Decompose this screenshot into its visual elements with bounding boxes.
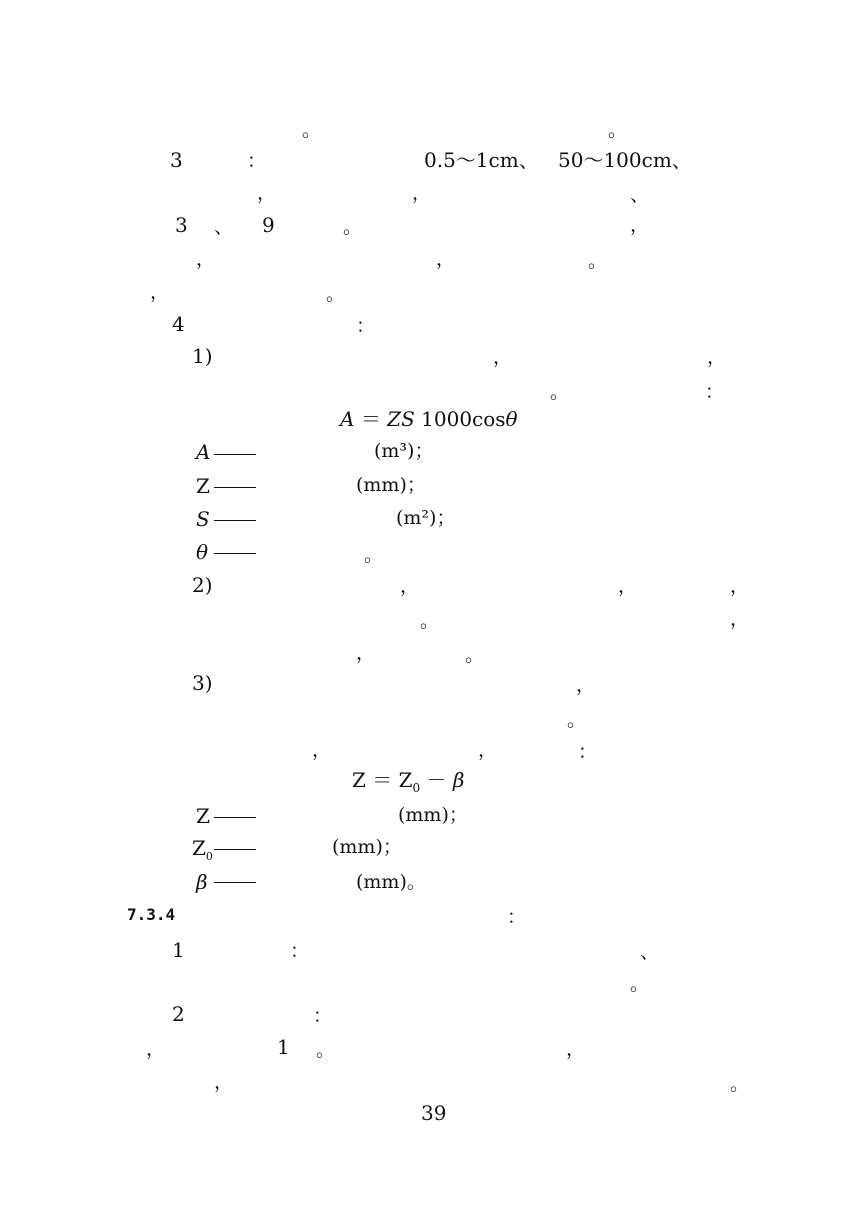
def-symbol: A xyxy=(196,440,211,464)
formula-text: 1000cos xyxy=(421,407,506,431)
range-value: 0.5～1cm、 xyxy=(424,148,539,172)
def-dash xyxy=(214,487,256,488)
punct: ， xyxy=(730,575,750,597)
formula-subscript: 0 xyxy=(412,781,421,795)
def-symbol: θ xyxy=(196,540,209,564)
formula-depth xyxy=(352,770,464,794)
def-symbol: Z xyxy=(196,804,210,828)
punct: ， xyxy=(150,281,170,303)
def-unit: (mm)； xyxy=(356,474,426,496)
punct: ， xyxy=(146,1038,166,1060)
def-unit: (m²)； xyxy=(396,507,456,529)
punct: ， xyxy=(356,642,376,664)
sub-item-label: 3) xyxy=(192,671,213,695)
item-number: 1 xyxy=(172,938,185,962)
punct: ， xyxy=(618,575,638,597)
item-number: 4 xyxy=(172,312,185,336)
punct: 。 xyxy=(567,709,587,731)
punct: 。 xyxy=(630,973,650,995)
punct: ， xyxy=(730,608,750,630)
punct: ： xyxy=(313,1005,333,1027)
def-symbol: Z xyxy=(196,474,210,498)
punct: ， xyxy=(576,674,596,696)
punct: 。 xyxy=(730,1073,750,1095)
def-dash xyxy=(214,849,256,850)
punct: 。 xyxy=(465,644,485,666)
sub-item-label: 2) xyxy=(192,573,213,597)
def-dash xyxy=(214,882,256,883)
formula-volume xyxy=(340,409,518,429)
punct: ， xyxy=(312,739,332,761)
def-unit: (mm)； xyxy=(398,804,468,826)
punct: ， xyxy=(214,1071,234,1093)
def-unit: 。 xyxy=(364,544,384,566)
number: 1 xyxy=(277,1035,290,1059)
punct: 。 xyxy=(420,610,440,632)
punct: 。 xyxy=(343,216,363,238)
formula-var: A xyxy=(340,407,355,431)
punct: ： xyxy=(705,381,725,403)
page-number: 39 xyxy=(421,1101,447,1125)
def-unit: (mm)。 xyxy=(356,871,426,893)
formula-var: Z xyxy=(352,768,366,792)
sub-item-label: 1) xyxy=(192,344,213,368)
punct: ， xyxy=(493,346,513,368)
def-unit: (m³)； xyxy=(374,440,434,462)
def-dash xyxy=(214,520,256,521)
punct: 。 xyxy=(326,283,346,305)
punct: 、 xyxy=(640,941,660,963)
item-number: 2 xyxy=(172,1002,185,1026)
punct: 。 xyxy=(588,250,608,272)
formula-var: β xyxy=(452,768,465,792)
punct: 、 xyxy=(630,184,650,206)
formula-eq: ＝ xyxy=(360,407,381,431)
def-symbol xyxy=(192,838,213,862)
def-unit: (mm)； xyxy=(332,836,402,858)
punct: ， xyxy=(257,182,277,204)
punct: ， xyxy=(400,575,420,597)
range-value: 50～100cm、 xyxy=(558,148,692,172)
formula-var: θ xyxy=(505,407,518,431)
formula-minus: － xyxy=(426,768,447,792)
formula-var: Z xyxy=(398,768,413,792)
punct: 。 xyxy=(608,119,628,141)
punct: ： xyxy=(290,940,310,962)
punct: ， xyxy=(707,346,727,368)
punct: ， xyxy=(566,1038,586,1060)
punct: ， xyxy=(630,214,650,236)
punct: 。 xyxy=(302,119,322,141)
punct: 、 xyxy=(214,216,234,238)
punct: 。 xyxy=(550,381,570,403)
formula-var: ZS xyxy=(387,407,415,431)
number: 9 xyxy=(262,213,275,237)
def-symbol: β xyxy=(196,870,208,894)
def-dash xyxy=(214,817,256,818)
formula-eq: ＝ xyxy=(372,768,393,792)
punct: ， xyxy=(436,248,456,270)
item-number: 3 xyxy=(175,213,188,237)
def-dash xyxy=(214,553,256,554)
def-symbol-letter: Z xyxy=(192,836,206,860)
punct: ： xyxy=(578,741,598,763)
punct: 。 xyxy=(316,1039,336,1061)
def-dash xyxy=(214,454,256,455)
punct: ， xyxy=(412,182,432,204)
section-number: 7.3.4 xyxy=(127,905,176,924)
punct: ： xyxy=(356,315,376,337)
punct: ， xyxy=(478,739,498,761)
def-symbol: S xyxy=(196,507,210,531)
punct: ： xyxy=(247,150,267,172)
def-symbol-subscript: 0 xyxy=(205,850,213,863)
item-number: 3 xyxy=(170,148,183,172)
punct: ： xyxy=(507,906,527,928)
punct: ， xyxy=(196,248,216,270)
